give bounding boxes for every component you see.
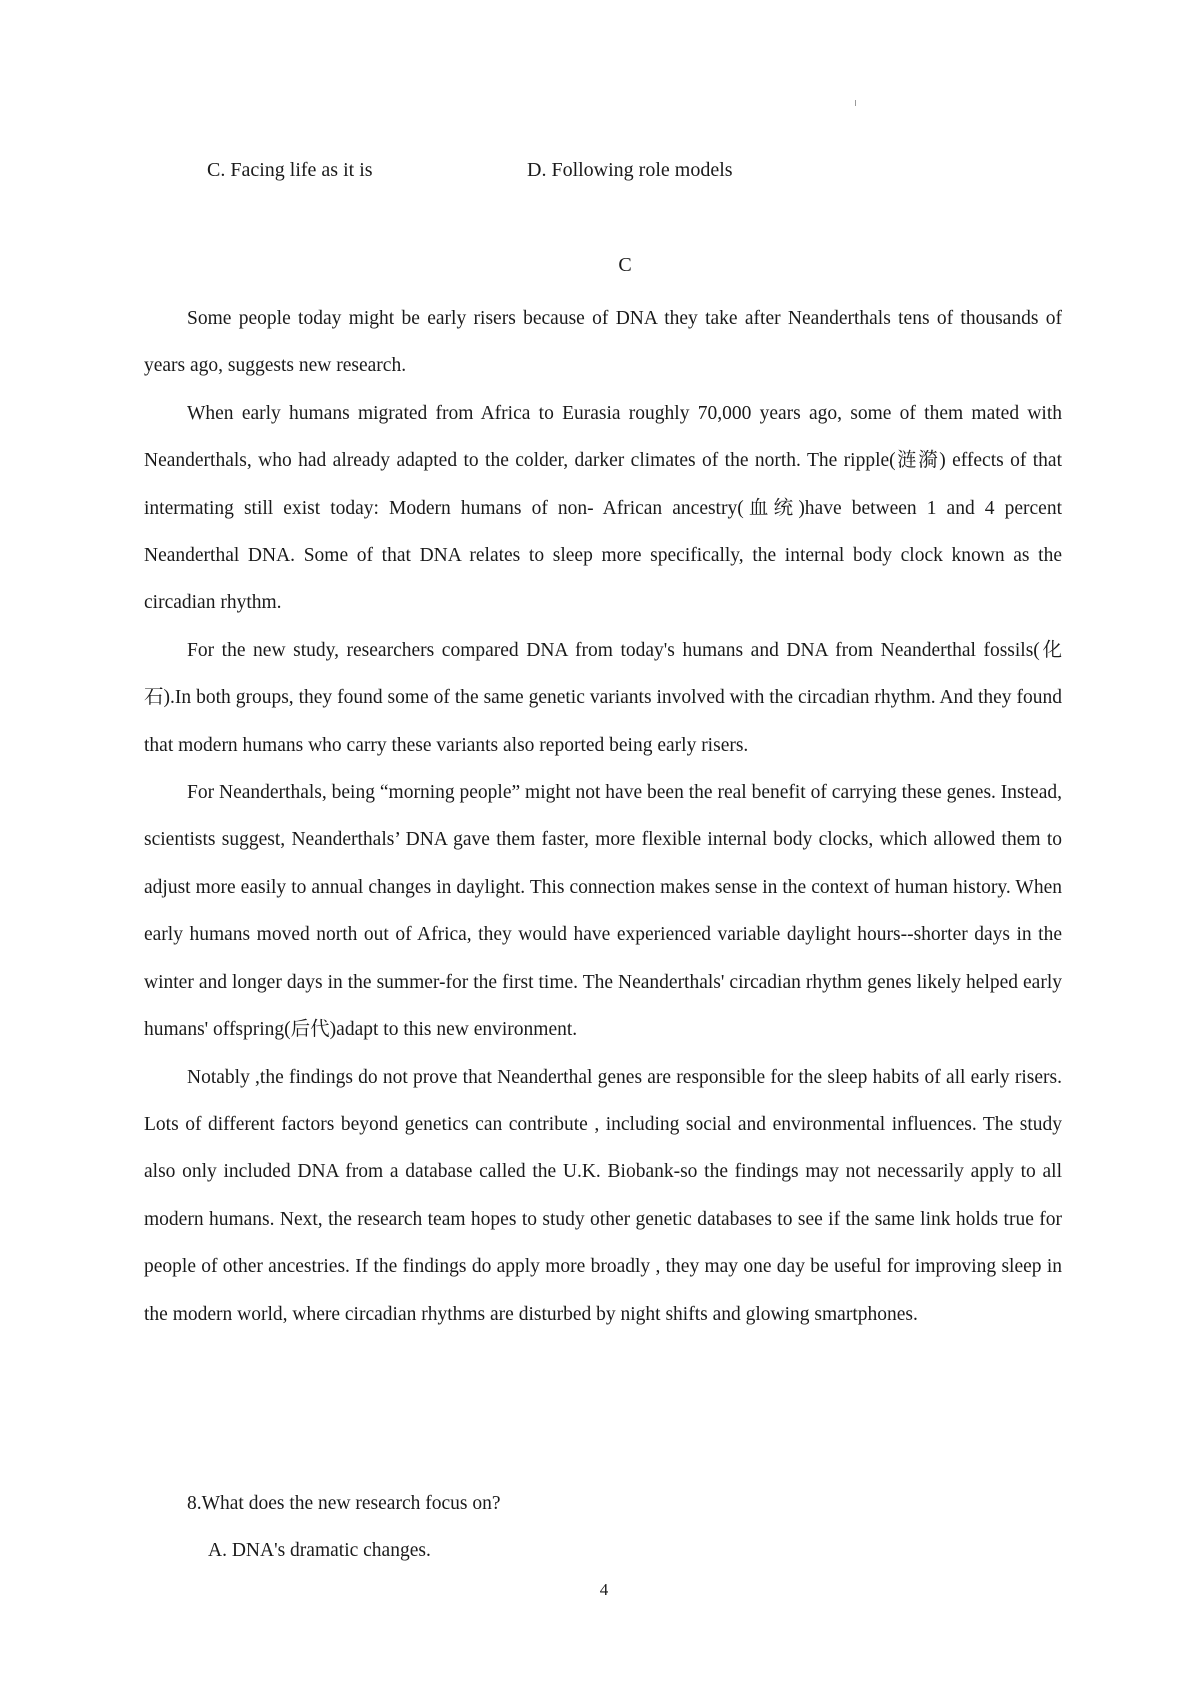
question-8 bbox=[187, 1480, 501, 1574]
previous-question-options bbox=[207, 155, 733, 185]
section-heading: C bbox=[618, 254, 632, 276]
paragraph-3: For the new study, researchers compared DNA from today's humans and DNA from Neanderthal fossils(化石).In both groups, they found some of the same genetic variants involved with the circadian rhythm. And they found that modern humans who carry these variants also reported being early risers. bbox=[144, 639, 1062, 756]
paragraph-2: When early humans migrated from Africa to Eurasia roughly 70,000 years ago, some of them mated with Neanderthals, who had already adapted to the colder, darker climates of the north. The ripple(涟漪) effects of that intermating still exist today: Modern humans of non- African ancestry(血统)have between 1 and 4 percent Neanderthal DNA. Some of that DNA relates to sleep more specifically, the internal body clock known as the circadian rhythm. bbox=[144, 402, 1062, 614]
paragraph-5: Notably ,the findings do not prove that Neanderthal genes are responsible for the sleep habits of all early risers. Lots of different factors beyond genetics can contribute , including social and environmental influences. The study also only included DNA from a database called the U.K. Biobank-so the findings may not necessarily apply to all modern humans. Next, the research team hopes to study other genetic databases to see if the same link holds true for people of other ancestries. If the findings do apply more broadly , they may one day be useful for improving sleep in the modern world, where circadian rhythms are disturbed by night shifts and glowing smartphones. bbox=[144, 1066, 1062, 1325]
scan-speck bbox=[855, 100, 856, 106]
question-option-a: A. DNA's dramatic changes. bbox=[208, 1540, 431, 1561]
paragraph-4: For Neanderthals, being “morning people” might not have been the real benefit of carrying these genes. Instead, scientists suggest, Neanderthals’ DNA gave them faster, more flexible internal body clocks, which allowed them to adjust more easily to annual changes in daylight. This connection makes sense in the context of human history. When early humans moved north out of Africa, they would have experienced variable daylight hours--shorter days in the winter and longer days in the summer-for the first time. The Neanderthals' circadian rhythm genes likely helped early humans' offspring(后代)adapt to this new environment. bbox=[144, 782, 1062, 1041]
paragraph-1: Some people today might be early risers because of DNA they take after Neanderthals tens of thousands of years ago, suggests new research. bbox=[144, 308, 1062, 377]
option-c: C. Facing life as it is bbox=[207, 159, 373, 181]
question-text: 8.What does the new research focus on? bbox=[187, 1493, 501, 1514]
page-number: 4 bbox=[599, 1580, 609, 1599]
option-d: D. Following role models bbox=[527, 159, 733, 181]
passage-body bbox=[144, 295, 1062, 1338]
